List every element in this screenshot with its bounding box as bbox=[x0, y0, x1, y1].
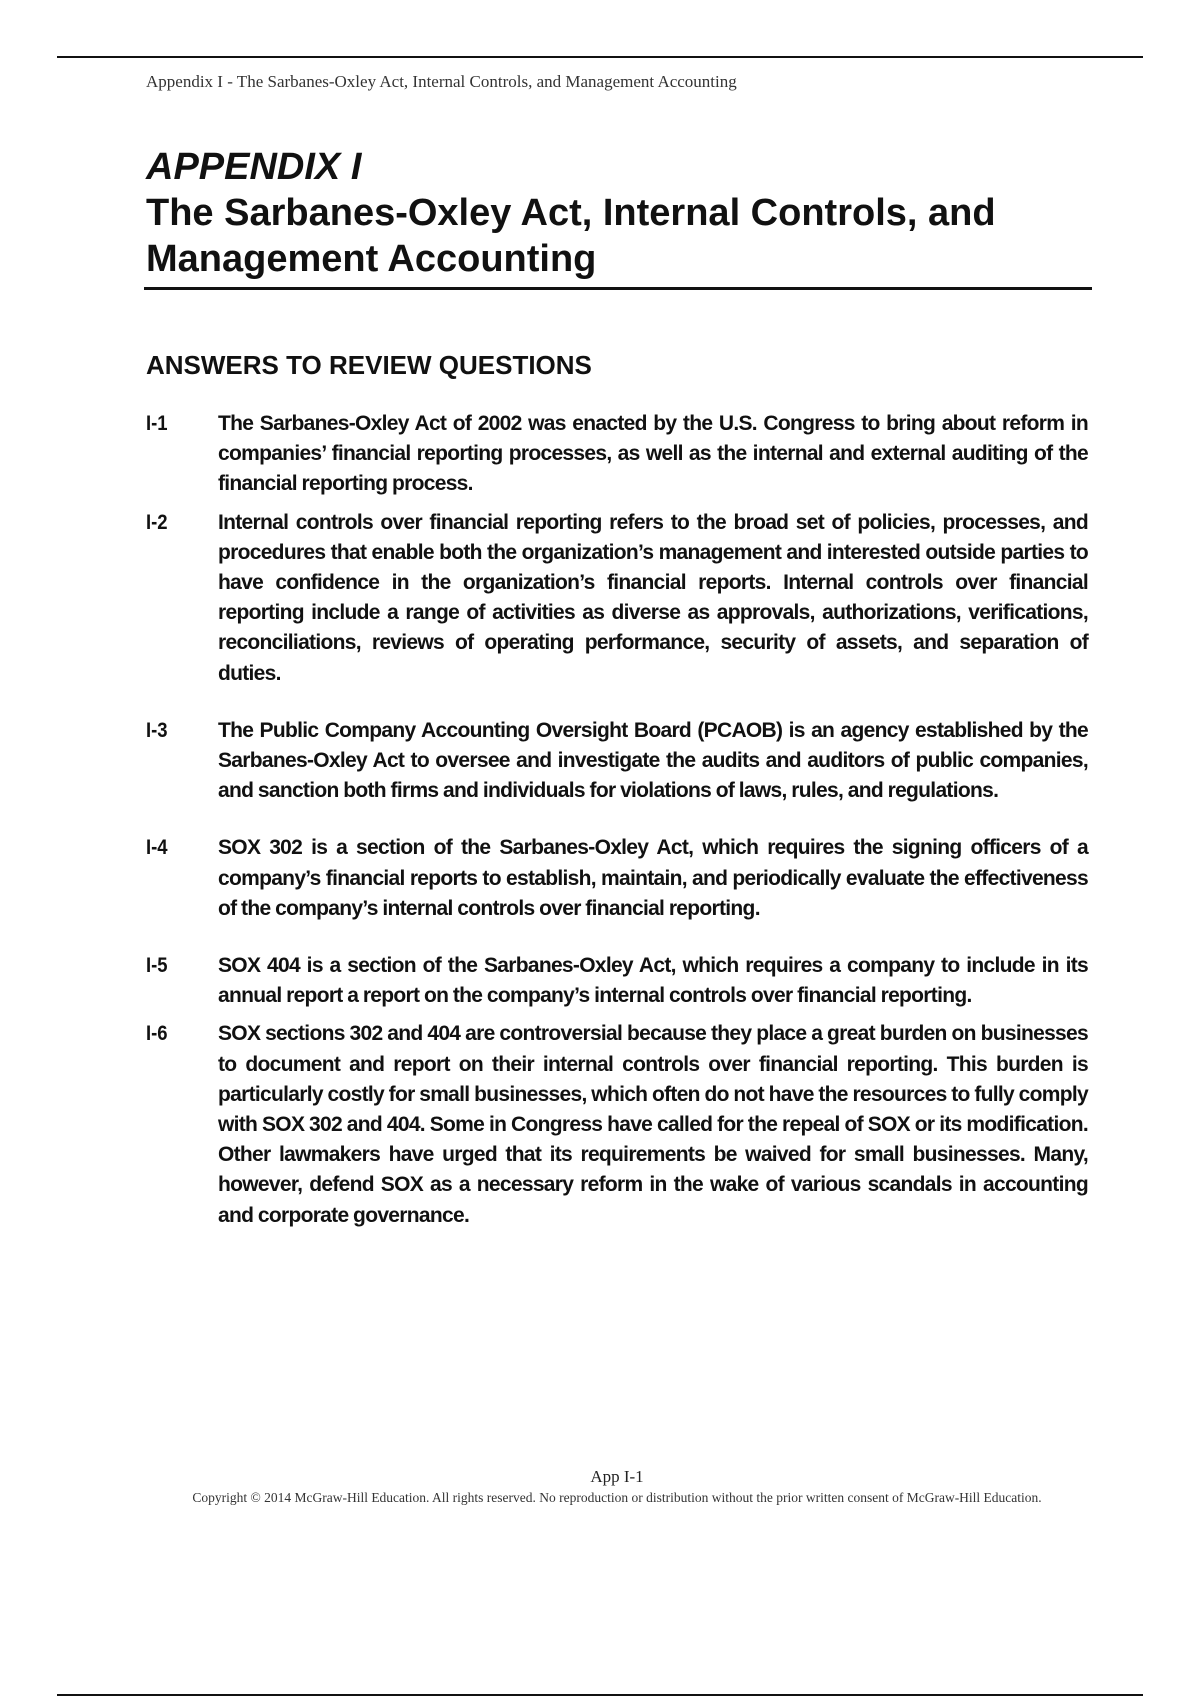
answer-text: Internal controls over financial reporting refers to the broad set of policies, processes, and procedures that enable both the organization’s management and interested outside parties to have confidence in the organization’s financial reports. Internal controls over financial reporting include a range of activities as diverse as approvals, authorizations, verifications, reconciliations, reviews of operating performance, security of assets, and separation of duties. bbox=[218, 510, 1088, 685]
answer-item bbox=[146, 1019, 1088, 1230]
page-footer bbox=[146, 1466, 1088, 1507]
section-heading: ANSWERS TO REVIEW QUESTIONS bbox=[146, 350, 592, 380]
answer-number: I-5 bbox=[146, 954, 168, 978]
appendix-title-line-2: Management Accounting bbox=[146, 238, 597, 280]
answer-text: SOX 302 is a section of the Sarbanes-Oxley Act, which requires the signing officers of a company’s financial reports to establish, maintain, and periodically evaluate the effectiveness of the company’s internal controls over financial reporting. bbox=[218, 836, 1088, 920]
answer-number: I-1 bbox=[146, 412, 168, 435]
answer-number: I-2 bbox=[146, 510, 168, 534]
appendix-label: APPENDIX I bbox=[146, 146, 362, 188]
answers-list bbox=[146, 409, 1088, 1231]
page-number: App I-1 bbox=[590, 1467, 644, 1486]
title-rule bbox=[144, 287, 1092, 290]
answer-item bbox=[146, 833, 1088, 924]
answer-text: SOX 404 is a section of the Sarbanes-Oxley Act, which requires a company to include in its annual report a report on the company’s internal controls over financial reporting. bbox=[218, 954, 1088, 1008]
answer-item bbox=[146, 508, 1088, 689]
top-rule bbox=[57, 56, 1143, 58]
answer-item bbox=[146, 951, 1088, 1011]
answer-item bbox=[146, 716, 1088, 807]
appendix-title-line-1: The Sarbanes-Oxley Act, Internal Controls, and bbox=[146, 192, 996, 234]
answer-number: I-4 bbox=[146, 836, 168, 860]
answer-text: SOX sections 302 and 404 are controversial because they place a great burden on businesses to document and report on their internal controls over financial reporting. This burden is particularly costly for small businesses, which often do not have the resources to fully comply with SOX 302 and 404. Some in Congress have called for the repeal of SOX or its modification. Other lawmakers have urged that its requirements be waived for small businesses. Many, however, defend SOX as a necessary reform in the wake of various scandals in accounting and corporate governance. bbox=[218, 1022, 1088, 1227]
answer-number: I-3 bbox=[146, 718, 168, 742]
answer-text: The Public Company Accounting Oversight Board (PCAOB) is an agency established by the Sarbanes-Oxley Act to oversee and investigate the audits and auditors of public companies, and sanction both firms and individuals for violations of laws, rules, and regulations. bbox=[218, 718, 1088, 803]
bottom-rule bbox=[57, 1694, 1143, 1696]
copyright-notice: Copyright © 2014 McGraw-Hill Education. All rights reserved. No reproduction or distribution without the prior written consent of McGraw-Hill Education. bbox=[192, 1490, 1042, 1505]
title-block bbox=[146, 144, 1094, 282]
answer-number: I-6 bbox=[146, 1022, 168, 1046]
running-header: Appendix I - The Sarbanes-Oxley Act, Internal Controls, and Management Accounting bbox=[146, 72, 737, 91]
answer-item bbox=[146, 409, 1088, 500]
answer-text: The Sarbanes-Oxley Act of 2002 was enacted by the U.S. Congress to bring about reform in companies’ financial reporting processes, as well as the internal and external auditing of the financial reporting process. bbox=[218, 412, 1088, 496]
